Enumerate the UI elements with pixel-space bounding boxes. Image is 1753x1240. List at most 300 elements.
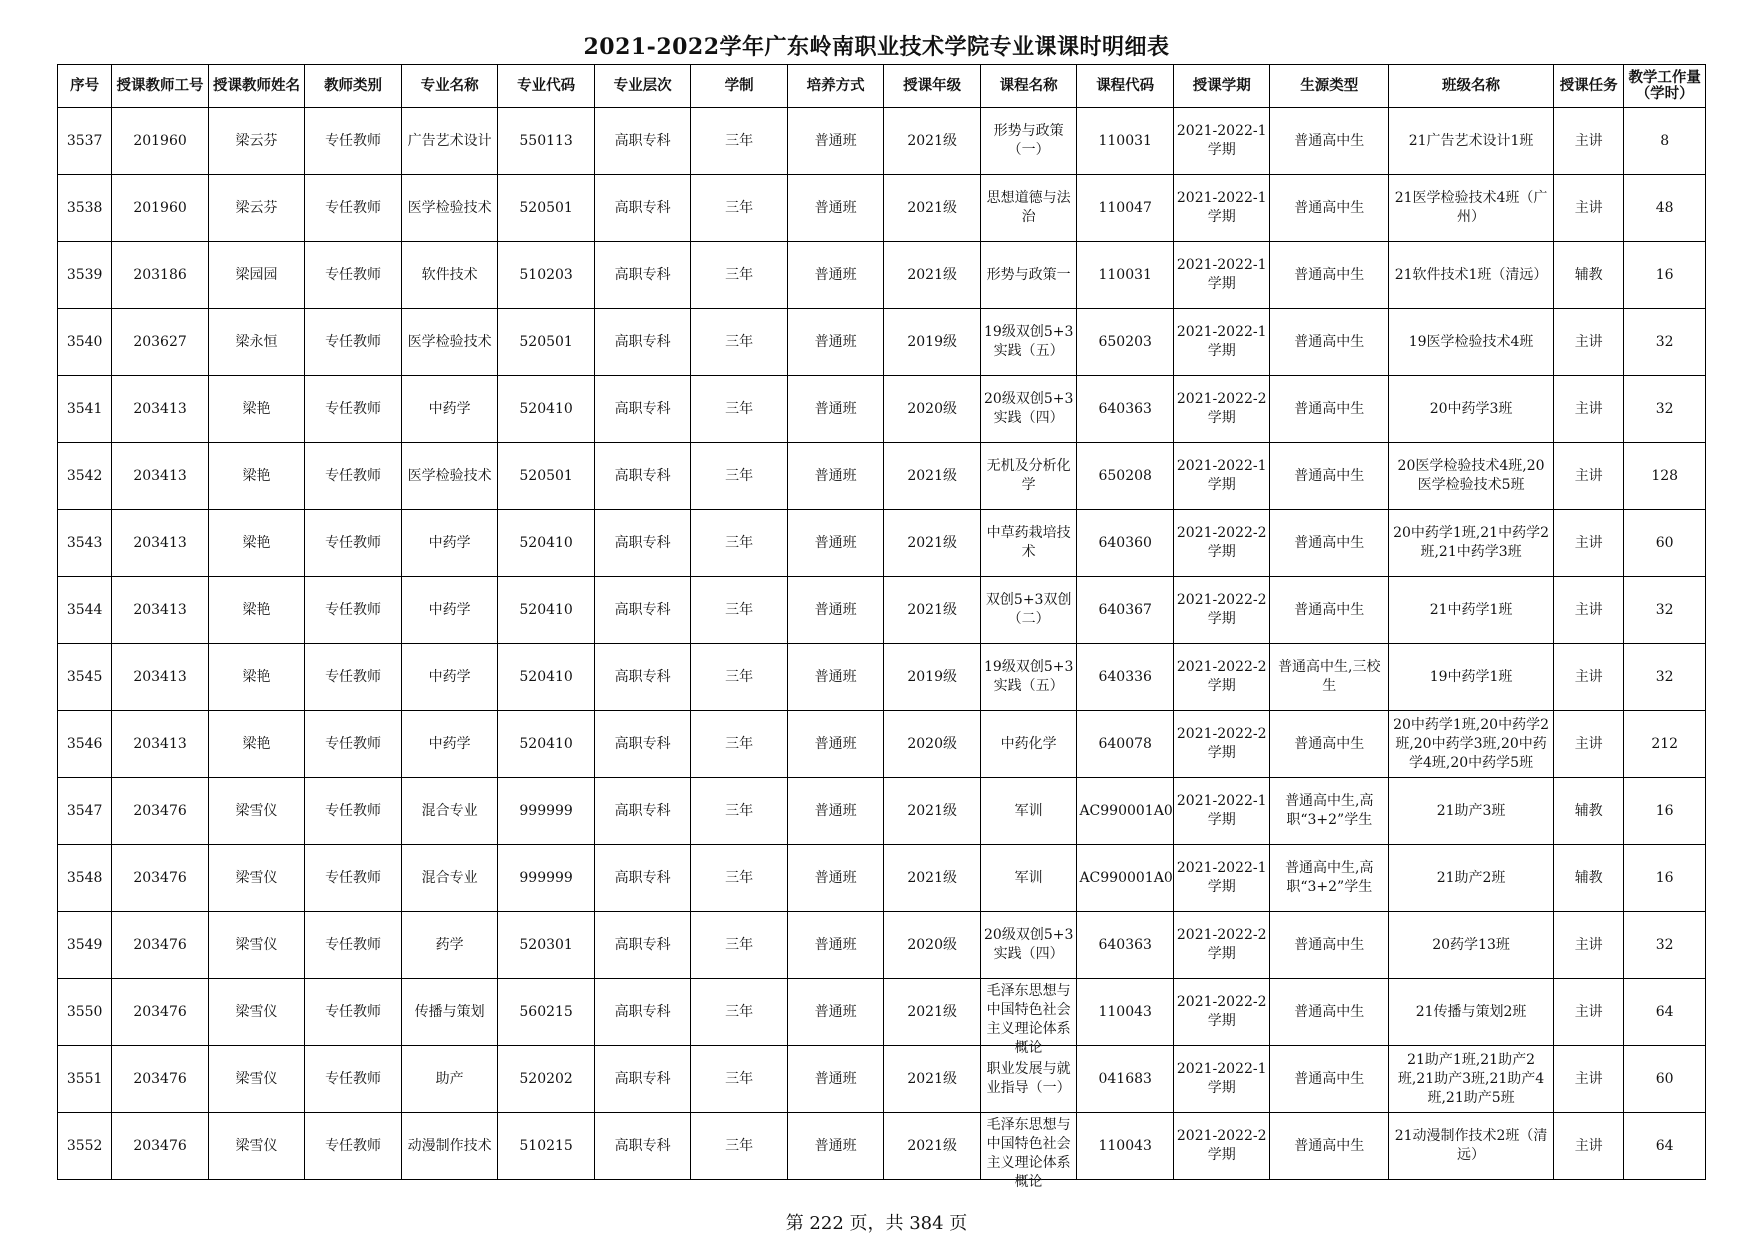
table-cell — [305, 175, 402, 242]
table-cell — [1173, 443, 1270, 510]
cell-text: 三年 — [725, 467, 754, 484]
table-cell — [401, 242, 498, 309]
cell-text: 混合专业 — [421, 869, 478, 886]
cell-text: 主讲 — [1574, 333, 1603, 350]
table-cell — [1624, 175, 1706, 242]
table-cell — [498, 510, 595, 577]
table-cell — [1624, 577, 1706, 644]
table-cell — [1077, 577, 1174, 644]
cell-text: 203413 — [133, 601, 187, 618]
table-cell — [1270, 376, 1389, 443]
cell-text: 560215 — [519, 1003, 573, 1020]
table-cell — [1077, 1046, 1174, 1113]
cell-text: 普通高中生 — [1294, 534, 1365, 551]
table-cell — [401, 912, 498, 979]
table-cell — [1554, 845, 1624, 912]
cell-text: 软件技术 — [421, 266, 478, 283]
cell-text: 辅教 — [1574, 869, 1603, 886]
table-cell — [401, 1046, 498, 1113]
table-cell — [401, 175, 498, 242]
table-cell — [498, 309, 595, 376]
cell-text: AC990001A0 — [1079, 802, 1173, 819]
cell-text: 520410 — [519, 400, 573, 417]
cell-text: 20级双创5+3实践（四） — [984, 391, 1074, 426]
cell-text: 32 — [1655, 333, 1674, 350]
table-cell — [1173, 979, 1270, 1046]
table-cell — [112, 1113, 209, 1180]
cell-text: 203476 — [133, 802, 187, 819]
cell-text: 2021-2022-1学期 — [1176, 860, 1267, 895]
table-cell — [1554, 309, 1624, 376]
table-row — [58, 644, 1706, 711]
cell-text: 梁永恒 — [235, 333, 278, 350]
table-cell — [1173, 175, 1270, 242]
table-cell — [787, 309, 884, 376]
cell-text: 普通班 — [814, 266, 857, 283]
cell-text: 2021级 — [907, 467, 957, 484]
cell-text: 主讲 — [1574, 534, 1603, 551]
cell-text: 专任教师 — [325, 668, 382, 685]
table-row — [58, 510, 1706, 577]
cell-text: 520202 — [519, 1070, 573, 1087]
cell-text: 3549 — [66, 936, 103, 953]
cell-text: 无机及分析化学 — [986, 458, 1071, 493]
table-cell — [691, 376, 788, 443]
table-cell — [1554, 376, 1624, 443]
table-cell — [594, 845, 691, 912]
table-cell — [112, 778, 209, 845]
cell-text: 主讲 — [1574, 467, 1603, 484]
column-header: 授课学期 — [1173, 65, 1270, 108]
page-footer: 第 222 页，共 384 页 — [785, 1213, 968, 1234]
table-cell — [594, 778, 691, 845]
cell-text: 专任教师 — [325, 199, 382, 216]
table-cell — [884, 443, 981, 510]
table-cell — [884, 912, 981, 979]
cell-text: 梁艳 — [242, 534, 271, 551]
cell-text: 110031 — [1098, 266, 1152, 283]
cell-text: 动漫制作技术 — [407, 1137, 492, 1154]
cell-text: 主讲 — [1574, 668, 1603, 685]
table-cell — [1624, 510, 1706, 577]
cell-text: 普通高中生,高职“3+2”学生 — [1285, 860, 1374, 895]
cell-text: 640363 — [1098, 400, 1152, 417]
cell-text: 军训 — [1014, 869, 1043, 886]
table-row — [58, 577, 1706, 644]
course-hours-table — [57, 64, 1706, 1190]
table-cell — [1389, 175, 1554, 242]
table-cell — [112, 309, 209, 376]
table-cell — [1270, 979, 1389, 1046]
table-cell — [112, 175, 209, 242]
table-cell — [498, 1113, 595, 1180]
table-cell — [1077, 912, 1174, 979]
table-row — [58, 912, 1706, 979]
table-cell — [1270, 577, 1389, 644]
cell-text: 21医学检验技术4班（广州） — [1394, 190, 1548, 225]
table-cell — [980, 309, 1077, 376]
cell-text: 普通班 — [814, 333, 857, 350]
cell-text: 三年 — [725, 735, 754, 752]
cell-text: 110031 — [1098, 132, 1152, 149]
table-cell — [1270, 1046, 1389, 1113]
cell-text: 3551 — [66, 1070, 103, 1087]
cell-text: 高职专科 — [614, 1137, 671, 1154]
table-cell — [1389, 1046, 1554, 1113]
table-cell — [1173, 1046, 1270, 1113]
table-cell — [980, 644, 1077, 711]
cell-text: 2021级 — [907, 802, 957, 819]
table-cell — [1270, 108, 1389, 175]
table-cell — [1389, 376, 1554, 443]
table-cell — [884, 242, 981, 309]
table-cell — [498, 778, 595, 845]
table-cell — [112, 711, 209, 778]
cell-text: 203627 — [133, 333, 187, 350]
cell-text: 3540 — [66, 333, 103, 350]
table-cell — [691, 979, 788, 1046]
table-cell — [980, 175, 1077, 242]
cell-text: 普通高中生,三校生 — [1278, 659, 1381, 694]
cell-text: 520301 — [519, 936, 573, 953]
cell-text: 职业发展与就业指导（一） — [986, 1061, 1071, 1096]
table-cell — [58, 510, 112, 577]
cell-text: 2021-2022-1学期 — [1176, 257, 1267, 292]
cell-text: 辅教 — [1574, 802, 1603, 819]
cell-text: 普通高中生 — [1294, 1137, 1365, 1154]
table-cell — [1624, 1046, 1706, 1113]
table-row — [58, 1046, 1706, 1113]
table-cell — [884, 108, 981, 175]
cell-text: 传播与策划 — [414, 1003, 485, 1020]
cell-text: 普通高中生 — [1294, 1070, 1365, 1087]
cell-text: 主讲 — [1574, 735, 1603, 752]
table-cell — [305, 778, 402, 845]
cell-text: 21中药学1班 — [1429, 601, 1513, 618]
table-cell — [1389, 1113, 1554, 1180]
table-cell — [594, 376, 691, 443]
table-cell — [787, 510, 884, 577]
table-cell — [1270, 1113, 1389, 1180]
cell-text: 普通高中生 — [1294, 400, 1365, 417]
table-cell — [208, 1113, 305, 1180]
cell-text: 201960 — [133, 199, 187, 216]
cell-text: 三年 — [725, 1003, 754, 1020]
cell-text: 520410 — [519, 601, 573, 618]
table-cell — [401, 443, 498, 510]
table-cell — [1389, 912, 1554, 979]
table-cell — [594, 644, 691, 711]
table-cell — [208, 711, 305, 778]
table-cell — [401, 577, 498, 644]
table-cell — [1173, 108, 1270, 175]
table-cell — [401, 510, 498, 577]
cell-text: 普通班 — [814, 1137, 857, 1154]
table-cell — [305, 242, 402, 309]
table-cell — [305, 845, 402, 912]
cell-text: 64 — [1655, 1137, 1674, 1154]
cell-text: 3542 — [66, 467, 103, 484]
cell-text: 19级双创5+3实践（五） — [984, 324, 1074, 359]
table-cell — [594, 309, 691, 376]
table-cell — [1389, 443, 1554, 510]
cell-text: 21助产3班 — [1436, 802, 1506, 819]
table-row — [58, 845, 1706, 912]
cell-text: 高职专科 — [614, 1003, 671, 1020]
cell-text: 专任教师 — [325, 936, 382, 953]
table-cell — [112, 1046, 209, 1113]
cell-text: 高职专科 — [614, 668, 671, 685]
cell-text: 梁云芬 — [235, 199, 278, 216]
cell-text: 高职专科 — [614, 534, 671, 551]
cell-text: 2021级 — [907, 1070, 957, 1087]
table-cell — [1554, 711, 1624, 778]
cell-text: 梁雪仪 — [235, 936, 278, 953]
table-cell — [691, 912, 788, 979]
cell-text: 主讲 — [1574, 1070, 1603, 1087]
cell-text: 三年 — [725, 869, 754, 886]
cell-text: 2021级 — [907, 132, 957, 149]
cell-text: 640336 — [1098, 668, 1152, 685]
cell-text: 2021-2022-1学期 — [1176, 458, 1267, 493]
table-cell — [884, 510, 981, 577]
cell-text: 2021-2022-2学期 — [1176, 592, 1267, 627]
table-cell — [498, 845, 595, 912]
cell-text: 梁雪仪 — [235, 802, 278, 819]
cell-text: 普通班 — [814, 534, 857, 551]
column-header: 授课教师姓名 — [208, 65, 305, 108]
cell-text: 110043 — [1098, 1137, 1152, 1154]
table-cell — [691, 510, 788, 577]
cell-text: 三年 — [725, 400, 754, 417]
cell-text: 药学 — [435, 936, 464, 953]
table-cell — [1389, 108, 1554, 175]
cell-text: 19医学检验技术4班 — [1408, 333, 1534, 350]
table-cell — [1624, 778, 1706, 845]
cell-text: 2021-2022-2学期 — [1176, 525, 1267, 560]
cell-text: 2021级 — [907, 1137, 957, 1154]
table-cell — [884, 644, 981, 711]
cell-text: 110047 — [1098, 199, 1152, 216]
table-cell — [305, 443, 402, 510]
table-cell — [980, 443, 1077, 510]
table-cell — [691, 1113, 788, 1180]
table-cell — [1077, 979, 1174, 1046]
table-cell — [594, 510, 691, 577]
table-cell — [787, 577, 884, 644]
table-cell — [305, 577, 402, 644]
cell-text: 21广告艺术设计1班 — [1408, 132, 1534, 149]
table-cell — [594, 577, 691, 644]
table-cell — [58, 845, 112, 912]
cell-text: AC990001A0 — [1079, 869, 1173, 886]
table-cell — [401, 644, 498, 711]
table-cell — [884, 845, 981, 912]
table-cell — [498, 912, 595, 979]
table-cell — [787, 443, 884, 510]
cell-text: 2021级 — [907, 601, 957, 618]
column-header: 授课任务 — [1554, 65, 1624, 108]
table-cell — [1173, 376, 1270, 443]
cell-text: 650203 — [1098, 333, 1152, 350]
cell-text: 普通班 — [814, 869, 857, 886]
table-cell — [112, 242, 209, 309]
cell-text: 三年 — [725, 668, 754, 685]
cell-text: 普通班 — [814, 400, 857, 417]
table-cell — [1389, 644, 1554, 711]
table-cell — [208, 108, 305, 175]
cell-text: 辅教 — [1574, 266, 1603, 283]
cell-text: 32 — [1655, 601, 1674, 618]
table-cell — [305, 1113, 402, 1180]
cell-text: 2021-2022-2学期 — [1176, 659, 1267, 694]
table-cell — [58, 242, 112, 309]
table-cell — [787, 108, 884, 175]
table-cell — [787, 1046, 884, 1113]
table-cell — [305, 979, 402, 1046]
page-title: 2021-2022学年广东岭南职业技术学院专业课课时明细表 — [583, 34, 1170, 60]
table-cell — [1270, 443, 1389, 510]
table-cell — [691, 577, 788, 644]
table-cell — [208, 510, 305, 577]
cell-text: 16 — [1655, 266, 1674, 283]
cell-text: 主讲 — [1574, 132, 1603, 149]
cell-text: 普通班 — [814, 132, 857, 149]
cell-text: 2021级 — [907, 869, 957, 886]
cell-text: 中药学 — [428, 601, 471, 618]
table-cell — [884, 711, 981, 778]
table-cell — [594, 175, 691, 242]
table-cell — [1077, 845, 1174, 912]
table-cell — [1389, 711, 1554, 778]
table-cell — [401, 711, 498, 778]
cell-text: 高职专科 — [614, 467, 671, 484]
cell-text: 主讲 — [1574, 199, 1603, 216]
cell-text: 高职专科 — [614, 1070, 671, 1087]
cell-text: 专任教师 — [325, 534, 382, 551]
table-cell — [112, 912, 209, 979]
cell-text: 普通班 — [814, 601, 857, 618]
cell-text: 形势与政策一 — [986, 266, 1071, 283]
table-cell — [594, 443, 691, 510]
cell-text: 中草药栽培技术 — [986, 525, 1071, 560]
table-cell — [1173, 778, 1270, 845]
table-cell — [1554, 979, 1624, 1046]
table-row — [58, 1113, 1706, 1180]
table-cell — [401, 309, 498, 376]
table-cell — [1554, 443, 1624, 510]
cell-text: 普通高中生 — [1294, 467, 1365, 484]
cell-text: 2021-2022-2学期 — [1176, 1128, 1267, 1163]
column-header: 课程名称 — [980, 65, 1077, 108]
cell-text: 60 — [1655, 1070, 1674, 1087]
table-cell — [1173, 711, 1270, 778]
table-cell — [691, 644, 788, 711]
cell-text: 203476 — [133, 869, 187, 886]
table-cell — [498, 242, 595, 309]
cell-text: 21传播与策划2班 — [1415, 1003, 1527, 1020]
cell-text: 三年 — [725, 1137, 754, 1154]
table-cell — [1077, 711, 1174, 778]
table-row — [58, 778, 1706, 845]
table-cell — [594, 711, 691, 778]
cell-text: 203476 — [133, 1070, 187, 1087]
cell-text: 2021-2022-2学期 — [1176, 391, 1267, 426]
table-cell — [1554, 912, 1624, 979]
cell-text: 32 — [1655, 668, 1674, 685]
cell-text: 高职专科 — [614, 266, 671, 283]
cell-text: 48 — [1655, 199, 1674, 216]
table-cell — [58, 912, 112, 979]
table-body — [58, 108, 1706, 1190]
cell-text: 广告艺术设计 — [407, 132, 492, 149]
table-cell — [787, 175, 884, 242]
cell-text: 普通高中生 — [1294, 132, 1365, 149]
cell-text: 高职专科 — [614, 601, 671, 618]
table-cell — [980, 577, 1077, 644]
table-cell — [498, 108, 595, 175]
table-cell — [112, 443, 209, 510]
cell-text: 3552 — [66, 1137, 103, 1154]
table-cell — [498, 711, 595, 778]
table-cell — [691, 108, 788, 175]
cell-text: 高职专科 — [614, 869, 671, 886]
table-cell — [208, 979, 305, 1046]
table-cell — [58, 711, 112, 778]
cell-text: 8 — [1660, 132, 1670, 149]
cell-text: 普通班 — [814, 1003, 857, 1020]
cell-text: 普通班 — [814, 668, 857, 685]
table-cell — [401, 376, 498, 443]
cell-text: 640360 — [1098, 534, 1152, 551]
table-cell — [1077, 1113, 1174, 1180]
cell-text: 650208 — [1098, 467, 1152, 484]
cell-text: 军训 — [1014, 802, 1043, 819]
table-cell — [594, 108, 691, 175]
table-cell — [884, 309, 981, 376]
table-cell — [1173, 510, 1270, 577]
cell-text: 三年 — [725, 802, 754, 819]
table-cell — [1389, 242, 1554, 309]
cell-text: 21软件技术1班（清远） — [1394, 266, 1548, 283]
cell-text: 2021-2022-2学期 — [1176, 994, 1267, 1029]
column-header: 教学工作量（学时） — [1624, 65, 1706, 108]
table-cell — [401, 108, 498, 175]
table-cell — [1173, 309, 1270, 376]
table-cell — [594, 242, 691, 309]
table-cell — [1389, 577, 1554, 644]
table-cell — [112, 108, 209, 175]
table-cell — [58, 175, 112, 242]
cell-text: 混合专业 — [421, 802, 478, 819]
cell-text: 毛泽东思想与中国特色社会主义理论体系概论 — [986, 983, 1071, 1056]
table-cell — [1554, 242, 1624, 309]
table-cell — [208, 912, 305, 979]
table-cell — [691, 309, 788, 376]
table-cell — [1554, 1046, 1624, 1113]
table-cell — [1077, 376, 1174, 443]
table-cell — [787, 845, 884, 912]
table-cell — [1173, 242, 1270, 309]
table-cell — [980, 1113, 1077, 1190]
cell-text: 520501 — [519, 333, 573, 350]
cell-text: 思想道德与法治 — [986, 190, 1071, 225]
cell-text: 203476 — [133, 1003, 187, 1020]
column-header: 授课年级 — [884, 65, 981, 108]
cell-text: 640078 — [1098, 735, 1152, 752]
table-cell — [884, 778, 981, 845]
cell-text: 三年 — [725, 936, 754, 953]
